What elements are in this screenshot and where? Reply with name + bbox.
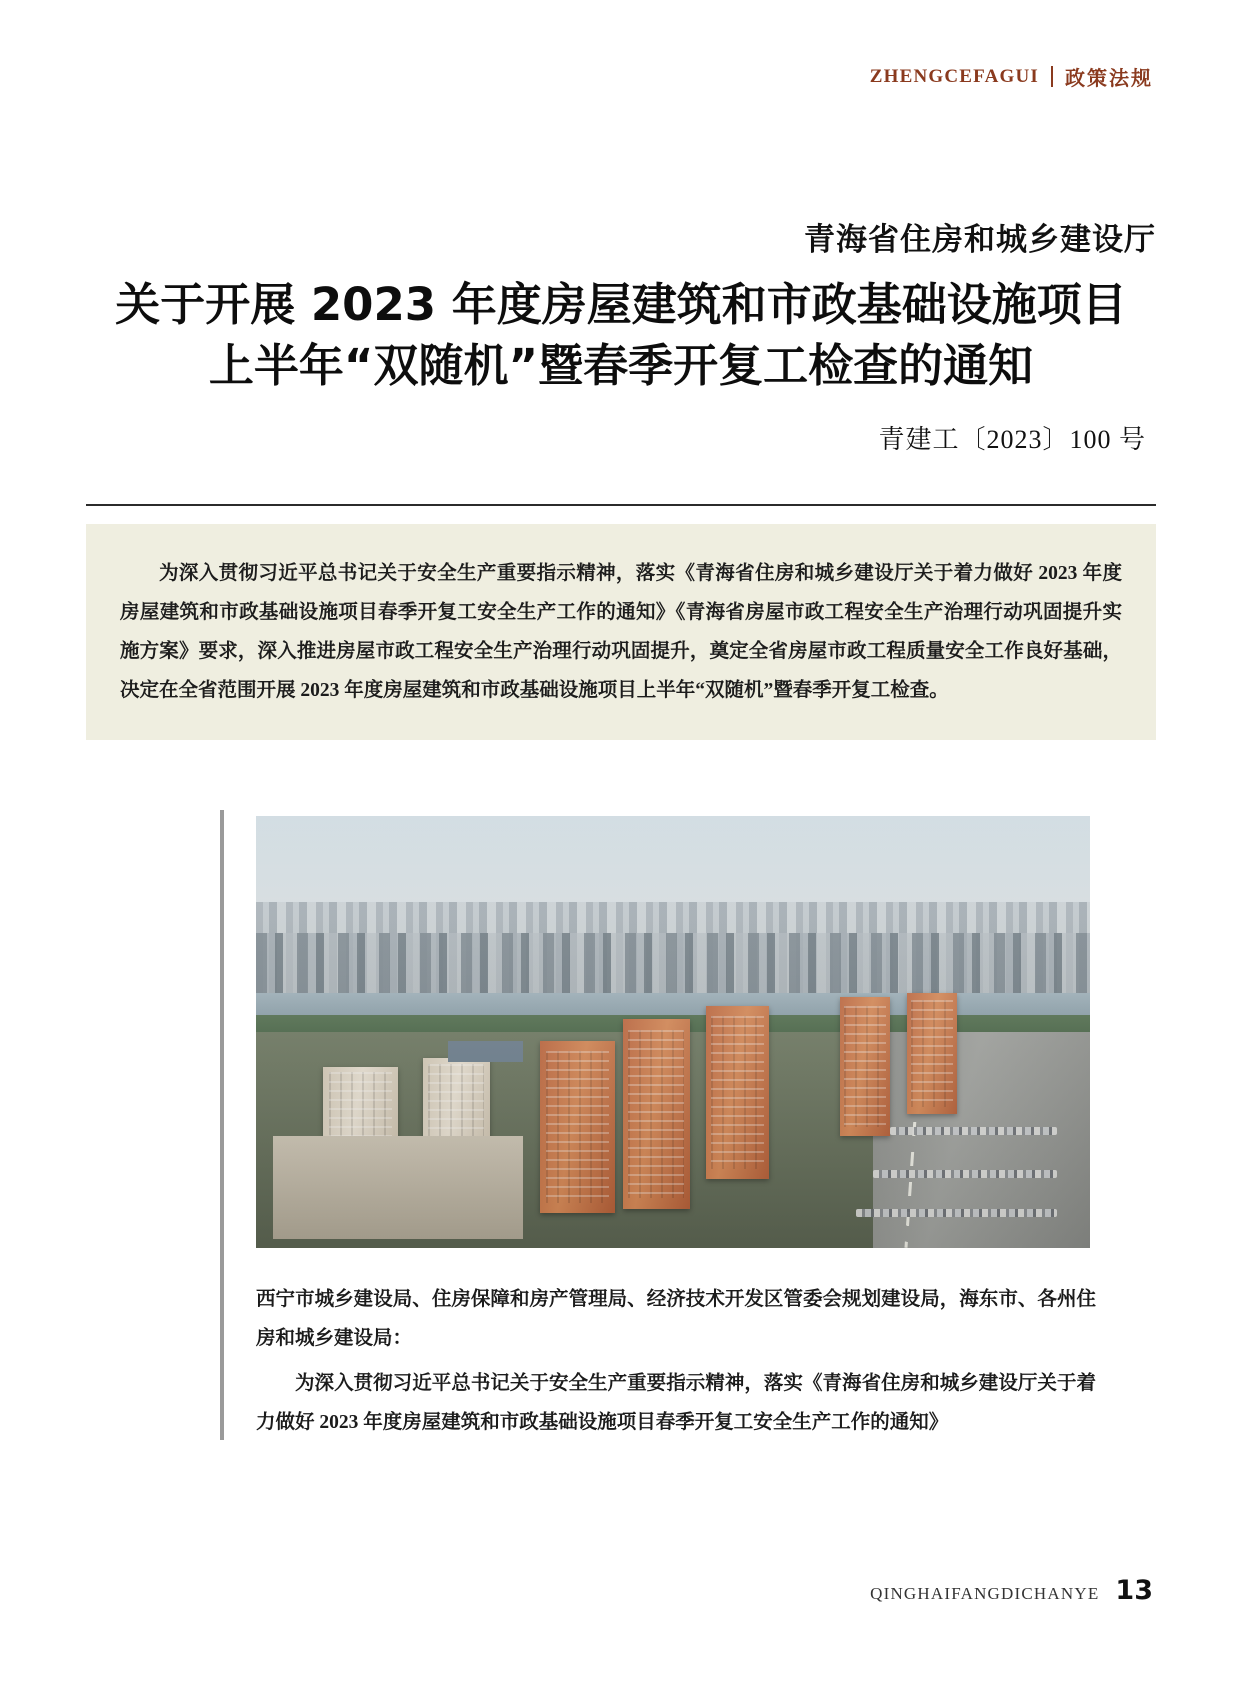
page-header: [870, 62, 1153, 91]
header-pinyin: ZHENGCEFAGUI: [869, 65, 1039, 87]
title-divider: [86, 504, 1156, 506]
header-section-title: 政策法规: [1065, 68, 1153, 90]
footer-publication-name: QINGHAIFANGDICHANYE: [870, 1584, 1100, 1603]
page-footer: [870, 1575, 1153, 1606]
photo-solar-roof: [448, 1041, 523, 1063]
photo-building-tower-a: [540, 1041, 615, 1214]
body-paragraph-1: 为深入贯彻习近平总书记关于安全生产重要指示精神，落实《青海省住房和城乡建设厅关于着力做好 2023 年度房屋建筑和市政基础设施项目春季开复工安全生产工作的通知》: [256, 1373, 1096, 1433]
photo-building-tower-b: [623, 1019, 690, 1209]
body-addressee: 西宁市城乡建设局、住房保障和房产管理局、经济技术开发区管委会规划建设局，海东市、各州住房和城乡建设局：: [256, 1289, 1096, 1349]
body-text: [256, 1280, 1096, 1448]
abstract-paragraph: 为深入贯彻习近平总书记关于安全生产重要指示精神，落实《青海省住房和城乡建设厅关于着力做好 2023 年度房屋建筑和市政基础设施项目春季开复工安全生产工作的通知》《青海省房屋市政工程安全生产治理行动巩固提升实施方案》要求，深入推进房屋市政工程安全生产治理行动巩固提升，奠定全省房屋市政工程质量安全工作良好基础，决定在全省范围开展 2023 年度房屋建筑和市政基础设施项目上半年“双随机”暨春季开复工检查。: [120, 563, 1122, 701]
photo-parked-cars-row-a: [890, 1127, 1057, 1135]
photo-building-tower-c: [706, 1006, 769, 1179]
page-title-line-2: 上半年“双随机”暨春季开复工检查的通知: [208, 338, 1034, 392]
photo-mid-skyline: [256, 933, 1090, 1002]
figure-side-rule: [220, 810, 224, 1440]
document-number: 青建工〔2023〕100 号: [878, 424, 1146, 454]
figure-photo: [256, 816, 1090, 1248]
photo-parked-cars-row-b: [873, 1170, 1056, 1178]
page-number: 13: [1115, 1575, 1153, 1606]
page-title-line-1: 关于开展 2023 年度房屋建筑和市政基础设施项目: [115, 278, 1127, 331]
photo-village-houses: [273, 1136, 523, 1240]
title-block: [86, 214, 1156, 456]
photo-building-tower-d: [840, 997, 890, 1135]
photo-building-tower-e: [907, 993, 957, 1114]
abstract-box: [86, 524, 1156, 740]
header-divider-icon: [1051, 66, 1053, 87]
document-issuer: 青海省住房和城乡建设厅: [804, 222, 1156, 258]
photo-parked-cars-row-c: [856, 1209, 1056, 1217]
